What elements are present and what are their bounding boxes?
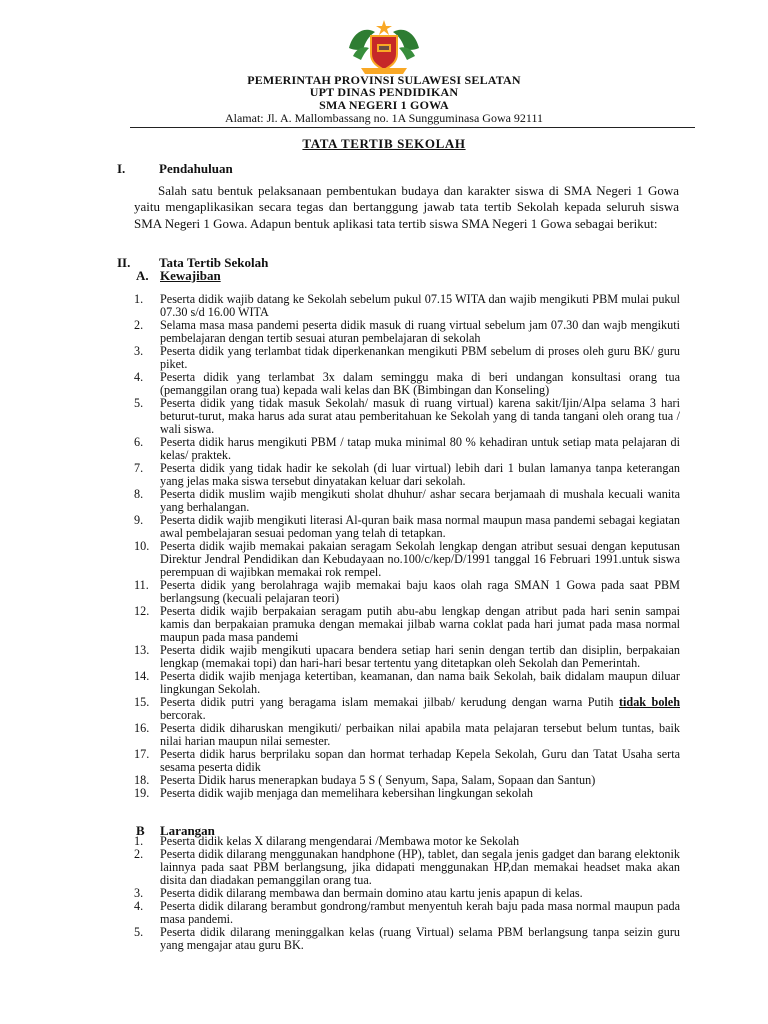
list-item-text: Peserta didik harus mengikuti PBM / tatap muka minimal 80 % kehadiran untuk setiap mata pelajaran di kelas/ praktek. bbox=[160, 435, 680, 462]
list-item bbox=[134, 644, 680, 670]
list-item bbox=[134, 696, 680, 722]
list-item bbox=[134, 345, 680, 371]
list-item-number: 3. bbox=[134, 886, 144, 900]
list-item bbox=[134, 488, 680, 514]
list-item bbox=[134, 579, 680, 605]
list-item-text: Peserta didik dilarang berambut gondrong/rambut menyentuh kerah baju pada masa normal maupun pada masa pandemi. bbox=[160, 899, 680, 926]
list-item-text: Peserta didik wajib mengikuti literasi Al-quran baik masa normal maupun masa pandemi sebagai kegiatan awal pembelajaran sesuai pedoman yang telah di tetapkan. bbox=[160, 513, 680, 540]
list-item-text: Peserta didik putri yang beragama islam memakai jilbab/ kerudung dengan warna Putih bbox=[160, 695, 619, 709]
list-item-emphasis: tidak boleh bbox=[618, 695, 680, 709]
list-item-number: 14. bbox=[134, 669, 150, 683]
header-department: UPT DINAS PENDIDIKAN bbox=[309, 85, 459, 99]
section-title: Tata Tertib Sekolah bbox=[159, 255, 269, 270]
list-item bbox=[134, 293, 680, 319]
list-item bbox=[134, 397, 680, 436]
list-item-number: 3. bbox=[134, 344, 144, 358]
list-item-text: Peserta didik yang tidak masuk Sekolah/ masuk di ruang virtual) karena sakit/Ijin/Alpa selama 3 hari beturut-turut, maka harus ada surat atau pemberitahuan ke Sekolah yang di tanda tangani oleh orang tua / wali siswa. bbox=[160, 396, 680, 436]
list-item bbox=[134, 670, 680, 696]
list-item-text: Peserta didik yang berolahraga wajib memakai baju kaos olah raga SMAN 1 Gowa pada saat PBM berlangsung (kecuali pelajaran teori) bbox=[160, 578, 680, 605]
list-item-number: 15. bbox=[134, 695, 150, 709]
subsection-title: Kewajiban bbox=[160, 268, 221, 283]
intro-paragraph bbox=[134, 183, 679, 232]
list-item-text: Peserta didik wajib menjaga ketertiban, keamanan, dan nama baik Sekolah, baik didalam maupun diluar lingkungan Sekolah. bbox=[160, 669, 680, 696]
header-divider bbox=[130, 127, 695, 128]
obligations-list bbox=[134, 293, 680, 800]
list-item-number: 11. bbox=[134, 578, 149, 592]
subsection-letter: B bbox=[136, 823, 145, 838]
list-item-number: 5. bbox=[134, 925, 144, 939]
intro-paragraph-text: Salah satu bentuk pelaksanaan pembentukan budaya dan karakter siswa di SMA Negeri 1 Gowa yaitu mengaplikasikan secara tegas dan bertanggung jawab tata tertib Sekolah kepada seluruh siswa SMA Negeri 1 Gowa. Adapun bentuk aplikasi tata tertib siswa SMA Negeri 1 Gowa sebagai berikut: bbox=[134, 183, 679, 231]
list-item-number: 2. bbox=[134, 847, 144, 861]
list-item bbox=[134, 722, 680, 748]
list-item-text: Peserta didik wajib datang ke Sekolah sebelum pukul 07.15 WITA dan wajib mengikuti PBM mulai pukul 07.30 s/d 16.00 WITA bbox=[160, 292, 680, 319]
list-item bbox=[134, 748, 680, 774]
list-item-number: 7. bbox=[134, 461, 144, 475]
list-item bbox=[134, 900, 680, 926]
list-item bbox=[134, 436, 680, 462]
list-item-text: Peserta didik dilarang meninggalkan kelas (ruang Virtual) selama PBM berlangsung tanpa seizin guru yang mengajar atau guru BK. bbox=[160, 925, 680, 952]
list-item-number: 1. bbox=[134, 292, 144, 306]
list-item bbox=[134, 514, 680, 540]
list-item-text: Peserta didik harus berprilaku sopan dan hormat terhadap Kepela Sekolah, Guru dan Tatat Usaha serta sesama peserta didik bbox=[160, 747, 680, 774]
list-item bbox=[134, 319, 680, 345]
list-item bbox=[134, 787, 680, 800]
header-government: PEMERINTAH PROVINSI SULAWESI SELATAN bbox=[247, 73, 521, 87]
list-item-text: Peserta didik wajib memakai pakaian seragam Sekolah lengkap dengan atribut sesuai dengan keputusan Direktur Jendral Pendidikan dan Kebudayaan no.100/c/kep/D/1991 tanggal 16 Februari 1991.untuk siswa perempuan di wajibkan memakai rok rempel. bbox=[160, 539, 680, 579]
subsection-heading bbox=[136, 268, 221, 284]
list-item-number: 13. bbox=[134, 643, 150, 657]
list-item-text: Peserta didik yang terlambat 3x dalam seminggu maka di beri undangan konsultasi orang tua (pemanggilan orang tua) kepada wali kelas dan BK (Bimbingan dan Konseling) bbox=[160, 370, 680, 397]
list-item-number: 16. bbox=[134, 721, 150, 735]
subsection-letter: A. bbox=[136, 268, 149, 283]
list-item-number: 18. bbox=[134, 773, 150, 787]
list-item-text: Peserta didik kelas X dilarang mengendarai /Membawa motor ke Sekolah bbox=[160, 834, 520, 848]
list-item bbox=[134, 371, 680, 397]
list-item-text: Peserta didik yang tidak hadir ke sekolah (di luar virtual) lebih dari 1 bulan lamanya tanpa keterangan yang jelas maka siswa tersebut dinyatakan keluar dari sekolah. bbox=[160, 461, 680, 488]
list-item-text: Peserta didik yang terlambat tidak diperkenankan mengikuti PBM sebelum di proses oleh guru BK/ guru piket. bbox=[160, 344, 680, 371]
list-item-text: Peserta didik wajib menjaga dan memelihara kebersihan lingkungan sekolah bbox=[160, 786, 533, 800]
list-item-number: 19. bbox=[134, 786, 150, 800]
list-item-number: 2. bbox=[134, 318, 144, 332]
list-item-text: Peserta didik wajib mengikuti upacara bendera setiap hari senin dengan tertib dan disiplin, berpakaian lengkap (memakai topi) dan hari-hari besar tertentu yang ditetapkan oleh Sekolah dan Pemerintah. bbox=[160, 643, 680, 670]
list-item-number: 17. bbox=[134, 747, 150, 761]
list-item-number: 6. bbox=[134, 435, 144, 449]
list-item bbox=[134, 540, 680, 579]
section-title: Pendahuluan bbox=[159, 161, 233, 176]
list-item bbox=[134, 848, 680, 887]
list-item-number: 4. bbox=[134, 899, 144, 913]
list-item bbox=[134, 605, 680, 644]
list-item-text: Selama masa masa pandemi peserta didik masuk di ruang virtual sebelum jam 07.30 dan wajb mengikuti pembelajaran dengan tertib sesuai aturan pembelajaran di sekolah bbox=[160, 318, 680, 345]
list-item-number: 5. bbox=[134, 396, 144, 410]
list-item bbox=[134, 462, 680, 488]
list-item-text: Peserta Didik harus menerapkan budaya 5 S ( Senyum, Sapa, Salam, Sopaan dan Santun) bbox=[160, 773, 596, 787]
provincial-emblem-icon bbox=[345, 18, 423, 76]
list-item-number: 1. bbox=[134, 834, 144, 848]
section-number: I. bbox=[117, 161, 126, 176]
prohibitions-list bbox=[134, 835, 680, 952]
list-item bbox=[134, 926, 680, 952]
list-item-number: 12. bbox=[134, 604, 150, 618]
list-item-number: 4. bbox=[134, 370, 144, 384]
list-item-text: Peserta didik diharuskan mengikuti/ perbaikan nilai apabila mata pelajaran tersebut belum tuntas, baik nilai harian maupun nilai semester. bbox=[160, 721, 680, 748]
list-item-number: 8. bbox=[134, 487, 144, 501]
list-item-text: Peserta didik muslim wajib mengikuti sholat dhuhur/ ashar secara berjamaah di mushala kecuali wanita yang berhalangan. bbox=[160, 487, 680, 514]
section-number: II. bbox=[117, 255, 131, 270]
list-item-text: Peserta didik dilarang membawa dan bermain domino atau kartu jenis apapun di kelas. bbox=[160, 886, 583, 900]
list-item-number: 10. bbox=[134, 539, 150, 553]
list-item-text: Peserta didik wajib berpakaian seragam putih abu-abu lengkap dengan atribut pada hari senin sampai kamis dan berpakaian pramuka dengan memakai jilbab warna coklat pada hari jumat pada masa normal maupun pada masa pandemi bbox=[160, 604, 680, 644]
list-item-text-after: bercorak. bbox=[160, 708, 206, 722]
page-title: TATA TERTIB SEKOLAH bbox=[302, 136, 466, 151]
header-address: Alamat: Jl. A. Mallombassang no. 1A Sungguminasa Gowa 92111 bbox=[224, 111, 544, 125]
subsection-title: Larangan bbox=[160, 823, 215, 838]
list-item-number: 9. bbox=[134, 513, 144, 527]
header-school: SMA NEGERI 1 GOWA bbox=[319, 98, 449, 112]
list-item-text: Peserta didik dilarang menggunakan handphone (HP), tablet, dan segala jenis gadget dan barang elektonik lainnya pada saat PBM berlangsung, jika didapati menggunakan HP,dan memakai headset maka akan disita dan diadakan pemanggilan orang tua. bbox=[160, 847, 680, 887]
